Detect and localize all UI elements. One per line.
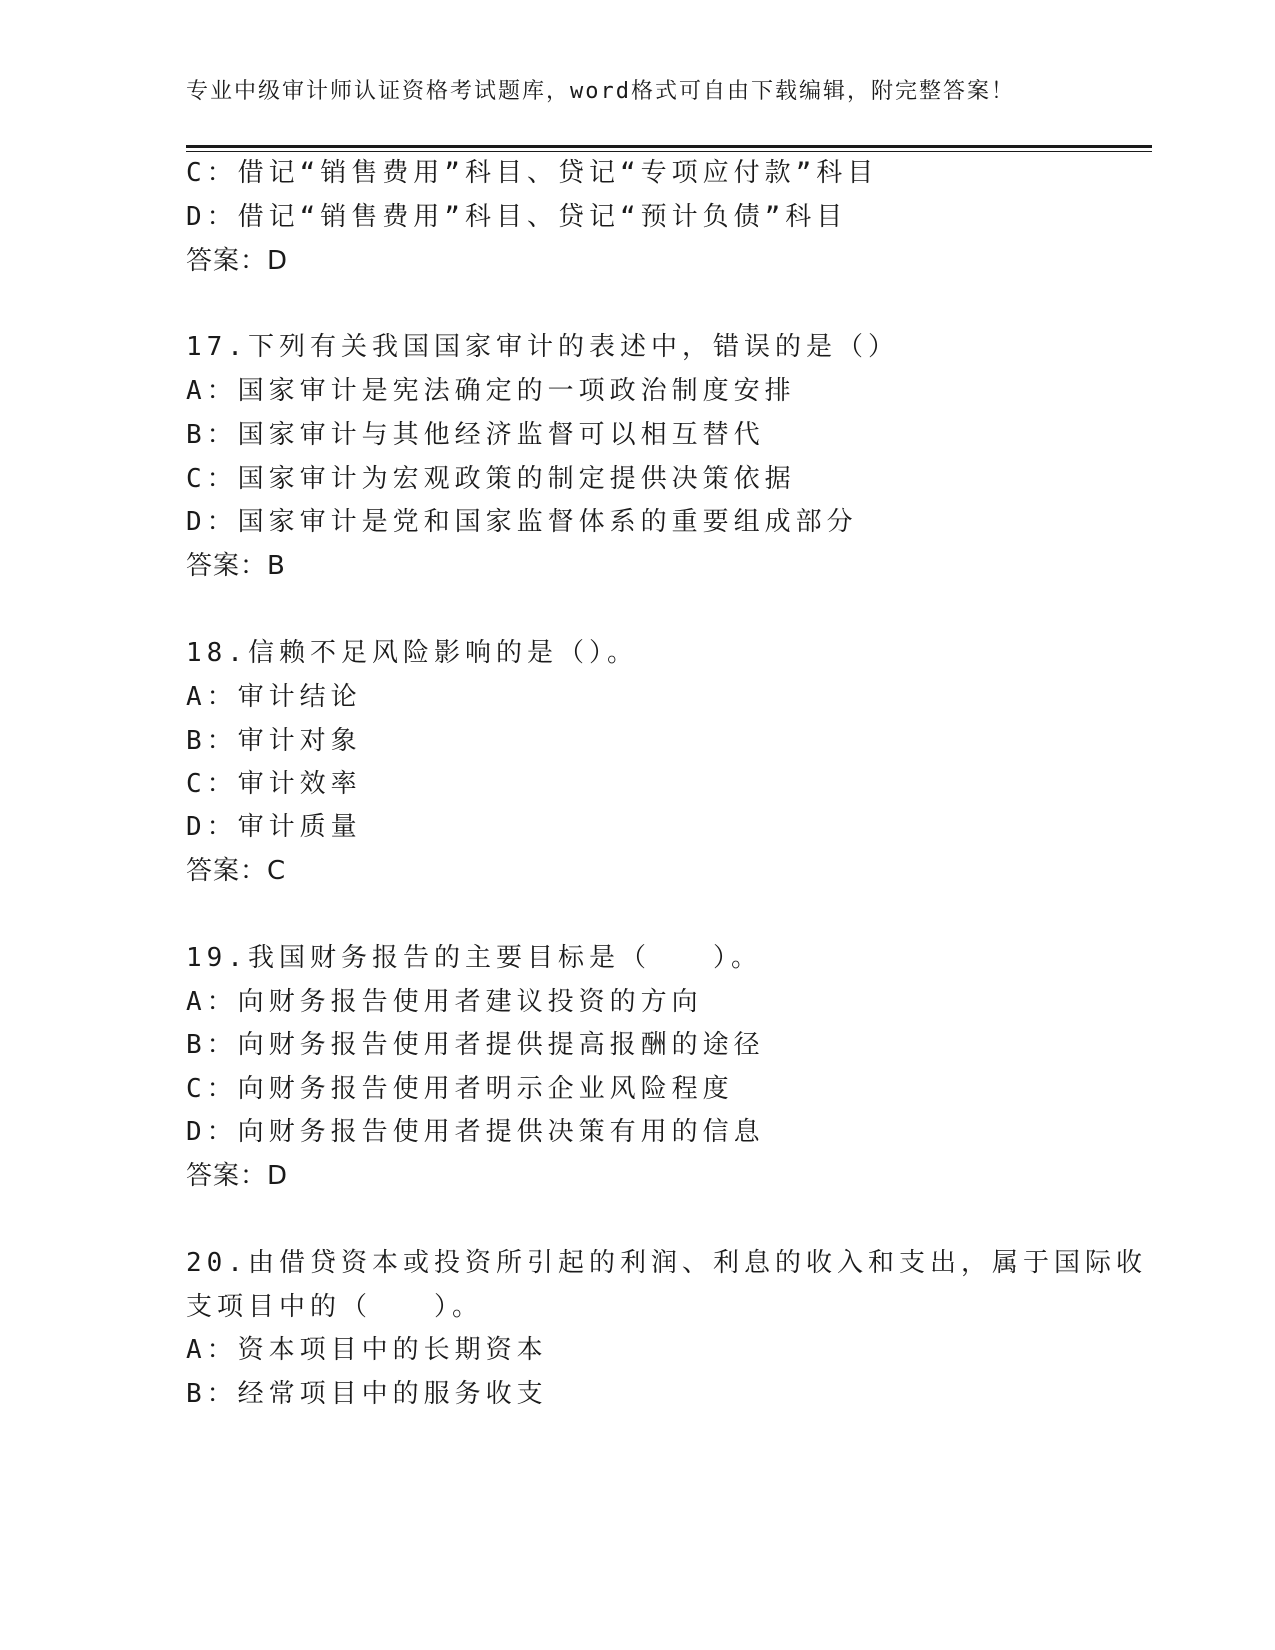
q16-option-d: D：借记“销售费用”科目、贷记“预计负债”科目 — [186, 202, 848, 232]
q20-option-b: B：经常项目中的服务收支 — [186, 1379, 548, 1409]
header-divider-thin — [186, 151, 1152, 152]
q16-option-c: C：借记“销售费用”科目、贷记“专项应付款”科目 — [186, 158, 879, 188]
q17-option-a: A：国家审计是宪法确定的一项政治制度安排 — [186, 376, 796, 406]
q18-question: 18.信赖不足风险影响的是（）。 — [186, 638, 638, 668]
q17-option-b: B：国家审计与其他经济监督可以相互替代 — [186, 420, 765, 450]
q18-answer: 答案：C — [186, 856, 287, 886]
q19-option-c: C：向财务报告使用者明示企业风险程度 — [186, 1074, 734, 1104]
q18-option-b: B：审计对象 — [186, 726, 362, 756]
q19-question: 19.我国财务报告的主要目标是（ ）。 — [186, 943, 762, 973]
q18-option-a: A：审计结论 — [186, 682, 362, 712]
q17-option-c: C：国家审计为宏观政策的制定提供决策依据 — [186, 464, 796, 494]
q16-answer: 答案：D — [186, 246, 289, 276]
page-header: 专业中级审计师认证资格考试题库，word格式可自由下载编辑，附完整答案！ — [186, 79, 1015, 104]
q20-question-line1: 20.由借贷资本或投资所引起的利润、利息的收入和支出，属于国际收 — [186, 1248, 1147, 1278]
q19-option-a: A：向财务报告使用者建议投资的方向 — [186, 987, 703, 1017]
q19-option-d: D：向财务报告使用者提供决策有用的信息 — [186, 1117, 765, 1147]
q19-answer: 答案：D — [186, 1161, 289, 1191]
q17-answer: 答案：B — [186, 551, 286, 581]
q19-option-b: B：向财务报告使用者提供提高报酬的途径 — [186, 1030, 765, 1060]
q17-question: 17.下列有关我国国家审计的表述中，错误的是（） — [186, 332, 899, 362]
q18-option-d: D：审计质量 — [186, 812, 362, 842]
header-divider-thick — [186, 145, 1152, 148]
q20-option-a: A：资本项目中的长期资本 — [186, 1335, 548, 1365]
q18-option-c: C：审计效率 — [186, 769, 362, 799]
q20-question-line2: 支项目中的（ ）。 — [186, 1292, 484, 1322]
q17-option-d: D：国家审计是党和国家监督体系的重要组成部分 — [186, 507, 858, 537]
